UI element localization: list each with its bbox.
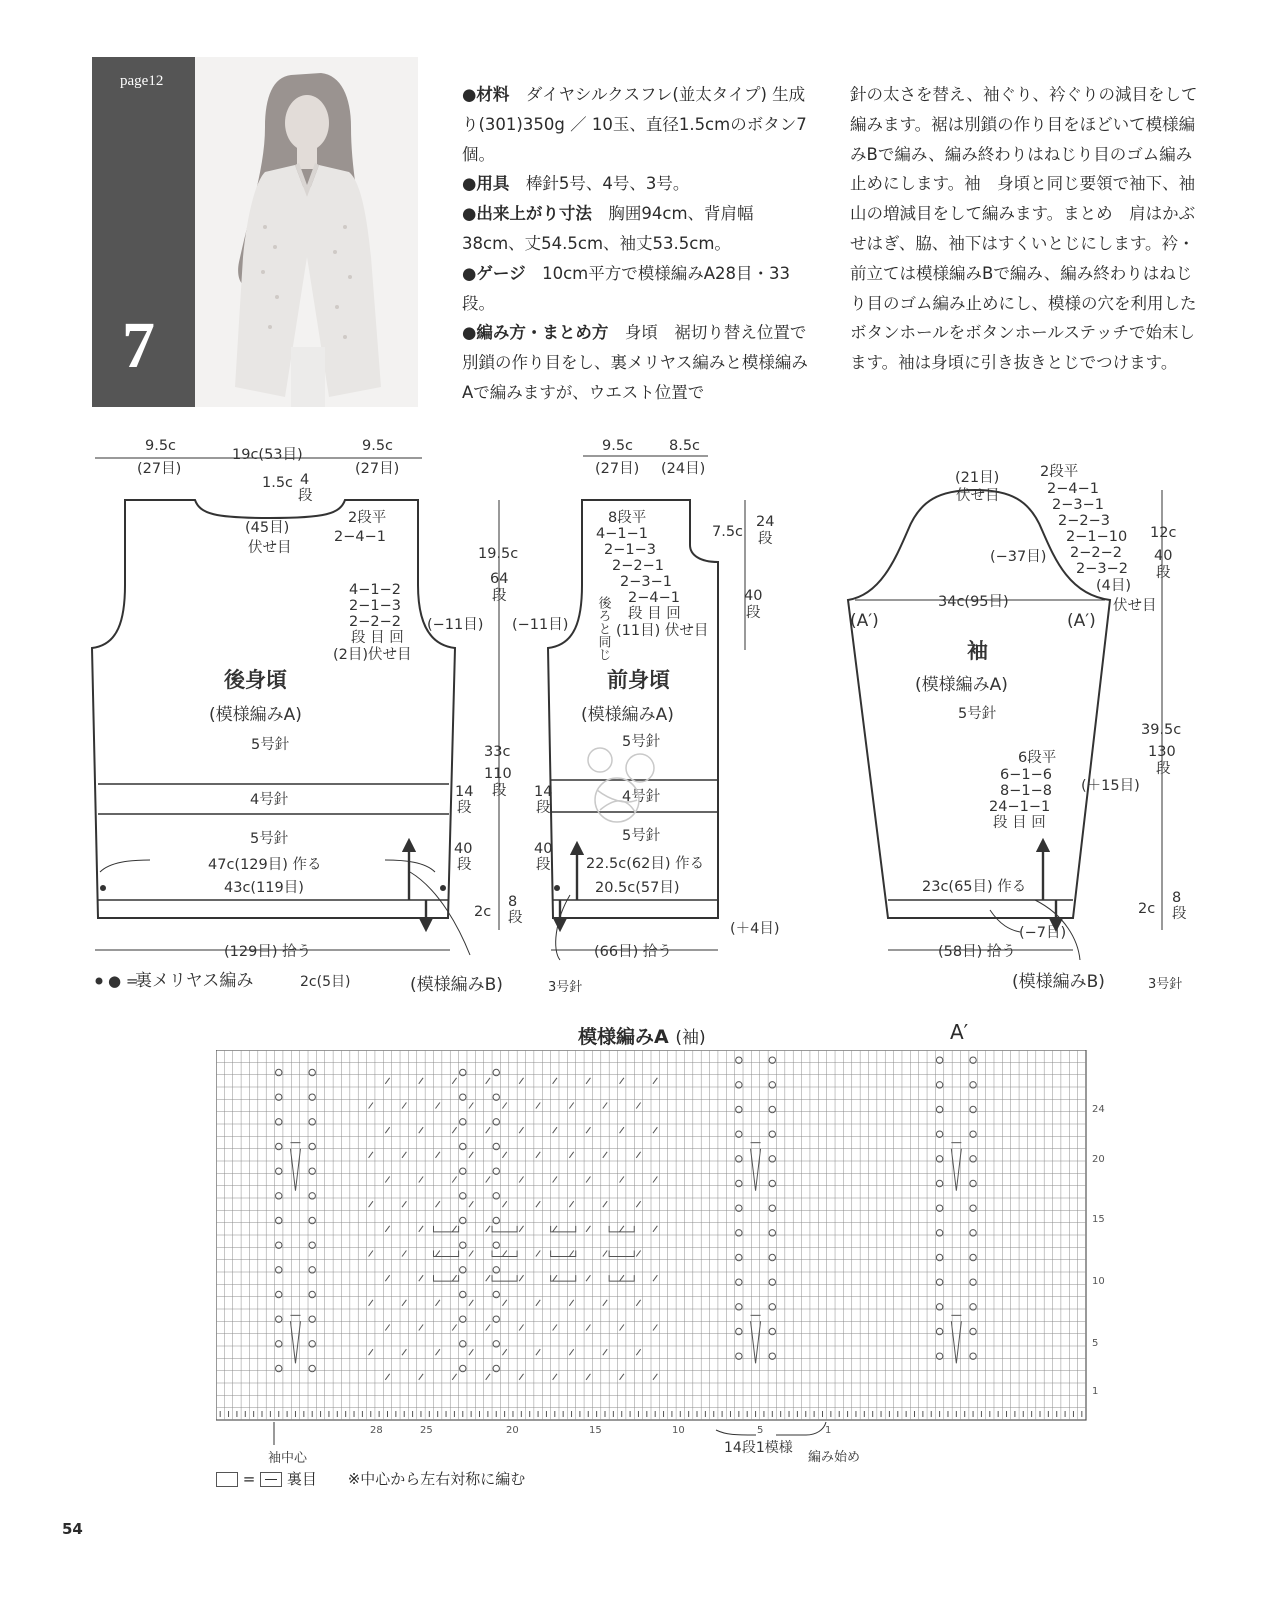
row-label-5: 5	[1092, 1338, 1099, 1349]
front-neck-r1: 24	[756, 514, 775, 530]
method-text: 身頃 裾切り替え位置で別鎖の作り目をし、裏メリヤス編みと模様編みAで編みますが、ウエスト位置で	[462, 323, 808, 402]
instructions-column-2	[850, 80, 1204, 378]
front-w-left: 9.5c	[602, 438, 634, 454]
sleeve-hem-h: 2c	[1138, 901, 1156, 917]
col-label-10: 10	[672, 1425, 685, 1436]
front-w-left-st: (27目)	[595, 461, 640, 477]
back-lower-r1: 40	[454, 841, 473, 857]
back-cast-on: 47c(129目) 作る	[208, 857, 322, 873]
back-neck-bind: (45目)	[245, 520, 290, 536]
front-neck-dec-2: 4−1−1	[596, 526, 648, 542]
rib-b-needle-1: 3号針	[548, 980, 583, 995]
col-label-15: 15	[589, 1425, 602, 1436]
method-head: ●編み方・まとめ方	[462, 323, 609, 343]
gauge-para	[462, 259, 814, 319]
row-label-24: 24	[1092, 1104, 1105, 1115]
sleeve-inc-3: 8−1−8	[1000, 783, 1052, 799]
back-w-right: 9.5c	[362, 438, 394, 454]
rib-b-label-2: (模様編みB)	[1012, 972, 1105, 992]
size-para	[462, 199, 814, 259]
sleeve-title: 袖	[967, 639, 988, 663]
front-neck-dec-1: 8段平	[608, 510, 647, 526]
back-arm-dec-2: 2−1−3	[349, 598, 401, 614]
diagram-legend	[108, 971, 1182, 995]
back-w-left: 9.5c	[145, 438, 177, 454]
col-label-28: 28	[370, 1425, 383, 1436]
chart-col-labels	[370, 1425, 831, 1436]
sleeve-cap-1: 2段平	[1040, 464, 1079, 480]
back-h-upper: 19.5c	[478, 546, 519, 562]
front-arm-r2: 段	[746, 605, 761, 621]
back-band-r2: 段	[457, 800, 472, 816]
back-h-upper-r2: 段	[492, 588, 507, 604]
sleeve-width: 34c(95目)	[938, 594, 1009, 610]
col-label-1: 1	[825, 1425, 832, 1436]
front-arm-minus: (−11目)	[512, 617, 569, 633]
back-pick-up: (129目) 拾う	[224, 944, 312, 960]
back-neck-depth: 1.5c	[262, 475, 294, 491]
page-number: 54	[62, 1520, 83, 1538]
row-label-15: 15	[1092, 1214, 1105, 1225]
sleeve-h-body-r2: 段	[1156, 761, 1171, 777]
front-lower-needle: 5号針	[622, 828, 661, 844]
purl-box-icon	[260, 1472, 282, 1487]
chart-mark-a: A′	[950, 1020, 969, 1044]
sleeve-labels	[922, 463, 1187, 960]
back-neck-rows-2: 段	[298, 488, 313, 504]
sleeve-cap-h: 12c	[1150, 525, 1177, 541]
front-neck-r2: 段	[758, 531, 773, 547]
col-label-5: 5	[757, 1425, 764, 1436]
front-title: 前身頃	[607, 668, 670, 692]
rib-b-needle-2: 3号針	[1148, 977, 1183, 992]
tools-para	[462, 169, 814, 199]
legend-purl: 裏目	[286, 1470, 317, 1488]
sleeve-plus: (＋15目)	[1081, 778, 1140, 794]
front-pattern: (模様編みA)	[581, 705, 674, 725]
front-neck-bind: (11目) 伏せ目	[616, 623, 709, 639]
sleeve-hem-r2: 段	[1172, 906, 1187, 922]
back-title: 後身頃	[224, 668, 287, 692]
model-photo	[195, 57, 418, 407]
materials-text: ダイヤシルクスフレ(並太タイプ) 生成り(301)350g ／ 10玉、直径1.5cmのボタン7個。	[462, 85, 807, 164]
sleeve-top-bind-2: 伏せ目	[956, 488, 1000, 504]
front-cast-on: 22.5c(62目) 作る	[586, 856, 705, 872]
back-waist: 43c(119目)	[224, 880, 304, 896]
front-arm-r1: 40	[744, 588, 763, 604]
sleeve-cap-minus: (−37目)	[990, 549, 1047, 565]
back-h-upper-r1: 64	[490, 571, 509, 587]
row-label-1: 1	[1092, 1386, 1099, 1397]
back-neck-dec-1: 2段平	[348, 510, 387, 526]
sleeve-cap-6: 2−2−2	[1070, 545, 1122, 561]
sleeve-top-bind: (21目)	[955, 470, 1000, 486]
pattern-number: 7	[122, 309, 155, 382]
page-reference: page12	[120, 73, 164, 89]
sleeve-cast-on: 23c(65目) 作る	[922, 879, 1027, 895]
back-band-r1: 14	[455, 784, 474, 800]
tools-head: ●用具	[462, 174, 510, 194]
dot-legend-text: 裏メリヤス編み	[135, 971, 254, 991]
back-hem-h: 2c	[474, 904, 492, 920]
gauge-head: ●ゲージ	[462, 263, 526, 283]
col-label-25: 25	[420, 1425, 433, 1436]
chart-title-sub: (袖)	[675, 1028, 706, 1048]
sleeve-pick-up: (58目) 拾う	[938, 944, 1016, 960]
sleeve-cap-bind-2: 伏せ目	[1113, 598, 1157, 614]
sleeve-h-body-r1: 130	[1148, 744, 1176, 760]
knit-box-icon	[216, 1472, 238, 1487]
back-w-left-st: (27目)	[137, 461, 182, 477]
row-label-10: 10	[1092, 1276, 1105, 1287]
rib-b-label-1: (模様編みB)	[410, 975, 503, 995]
size-text: 胸囲94cm、背肩幅38cm、丈54.5cm、袖丈53.5cm。	[462, 204, 754, 253]
back-needle-main: 5号針	[251, 737, 290, 753]
back-neck-bind-2: 伏せ目	[248, 540, 292, 556]
sleeve-cap-5: 2−1−10	[1066, 529, 1128, 545]
back-h-body: 33c	[484, 744, 511, 760]
chart-repeat-label: 14段1模様	[724, 1440, 793, 1456]
method-para	[462, 318, 814, 407]
sleeve-hem-r1: 8	[1172, 890, 1182, 906]
sleeve-cap-r1: 40	[1154, 548, 1173, 564]
sleeve-cap-4: 2−2−3	[1058, 513, 1110, 529]
sleeve-cap-bind: (4目)	[1096, 578, 1132, 594]
back-lower-r2: 段	[457, 857, 472, 873]
sleeve-h-body: 39.5c	[1141, 722, 1182, 738]
back-arm-dec-4: 段 目 回	[351, 630, 404, 646]
front-neck-dec-3: 2−1−3	[604, 542, 656, 558]
method-continued: 針の太さを替え、袖ぐり、衿ぐりの減目をして編みます。裾は別鎖の作り目をほどいて模様編みBで編み、編み終わりはねじり目のゴム編み止めにします。袖 身頃と同じ要領で袖下、袖山の増減目をして編みます。まとめ 肩はかぶせはぎ、脇、袖下はすくいとじにします。衿・前立ては模様編みBで編み、編み終わりはねじり目のゴム編み止めにし、模様の穴を利用したボタンホールをボタンホールステッチで始末します。袖は身頃に引き抜きとじでつけます。	[850, 85, 1198, 373]
front-neck-h: 7.5c	[712, 524, 744, 540]
photo-block	[92, 57, 418, 407]
sleeve-inc-2: 6−1−6	[1000, 767, 1052, 783]
legend-equals: =	[242, 1470, 256, 1488]
row-label-20: 20	[1092, 1154, 1105, 1165]
chart-row-labels	[1092, 1104, 1105, 1397]
back-neck-rows-1: 4	[300, 472, 310, 488]
dot-legend-width: 2c(5目)	[300, 974, 351, 990]
gauge-text: 10cm平方で模様編みA28目・33段。	[462, 263, 790, 313]
materials-para	[462, 80, 814, 169]
chart-legend	[216, 1468, 525, 1489]
front-lower-r1: 40	[534, 841, 553, 857]
front-band-r1: 14	[534, 784, 553, 800]
front-lower-r2: 段	[536, 857, 551, 873]
legend-note: ※中心から左右対称に編む	[347, 1470, 526, 1488]
back-labels	[137, 438, 523, 960]
sleeve-mark-a-left: (A′)	[850, 611, 879, 631]
sleeve-minus: (−7目)	[1019, 925, 1067, 941]
knitting-chart	[216, 1050, 1116, 1470]
front-neck-dec-7: 段 目 回	[628, 606, 681, 622]
back-hem-r2: 段	[508, 910, 523, 926]
chart-grid	[216, 1050, 1086, 1420]
front-pick-up: (66目) 拾う	[594, 944, 672, 960]
front-neck-dec-4: 2−2−1	[612, 558, 664, 574]
back-arm-dec-3: 2−2−2	[349, 614, 401, 630]
sleeve-inc-4: 24−1−1	[989, 799, 1051, 815]
back-lower-needle: 5号針	[250, 831, 289, 847]
materials-head: ●材料	[462, 85, 510, 104]
front-same-as-back: 後ろと同じ	[595, 596, 611, 661]
back-arm-minus: (−11目)	[427, 617, 484, 633]
back-arm-bind: (2目)伏せ目	[333, 647, 412, 663]
yarn-ball-icon	[588, 748, 654, 822]
front-band-needle: 4号針	[622, 789, 661, 805]
back-w-center: 19c(53目)	[232, 447, 303, 463]
sleeve-cap-7: 2−3−2	[1076, 561, 1128, 577]
front-needle-main: 5号針	[622, 734, 661, 750]
sleeve-cap-r2: 段	[1156, 565, 1171, 581]
size-head: ●出来上がり寸法	[462, 204, 592, 224]
back-pattern: (模様編みA)	[209, 705, 302, 725]
schematic-diagram	[0, 420, 1262, 1000]
back-neck-dec-2: 2−4−1	[334, 529, 386, 545]
chart-center-label: 袖中心	[268, 1451, 308, 1466]
front-waist: 20.5c(57目)	[595, 880, 680, 896]
back-arm-dec-1: 4−1−2	[349, 582, 401, 598]
sleeve-cap-3: 2−3−1	[1052, 497, 1104, 513]
chart-title-main: 模様編みA	[578, 1026, 669, 1048]
back-h-body-r1: 110	[484, 766, 512, 782]
dot-legend-sym: ● =	[108, 972, 139, 990]
instructions-column-1	[462, 80, 814, 408]
col-label-20: 20	[506, 1425, 519, 1436]
tools-text: 棒針5号、4号、3号。	[509, 174, 690, 194]
front-w-right: 8.5c	[669, 438, 701, 454]
sleeve-mark-a-right: (A′)	[1067, 611, 1096, 631]
sleeve-inc-1: 6段平	[1018, 750, 1057, 766]
sleeve-cap-2: 2−4−1	[1047, 481, 1099, 497]
sleeve-pattern: (模様編みA)	[915, 675, 1008, 695]
front-w-right-st: (24目)	[661, 461, 706, 477]
front-plus: (＋4目)	[730, 921, 780, 937]
sleeve-inc-5: 段 目 回	[993, 815, 1046, 831]
model-figure-icon	[195, 57, 418, 407]
back-w-right-st: (27目)	[355, 461, 400, 477]
back-hem-r1: 8	[508, 894, 518, 910]
front-neck-dec-6: 2−4−1	[628, 590, 680, 606]
chart-start-label: 編み始め	[808, 1450, 861, 1465]
back-band-needle: 4号針	[250, 792, 289, 808]
sleeve-needle: 5号針	[958, 706, 997, 722]
chart-title	[578, 1022, 706, 1049]
front-neck-dec-5: 2−3−1	[620, 574, 672, 590]
front-band-r2: 段	[536, 800, 551, 816]
back-h-body-r2: 段	[492, 783, 507, 799]
